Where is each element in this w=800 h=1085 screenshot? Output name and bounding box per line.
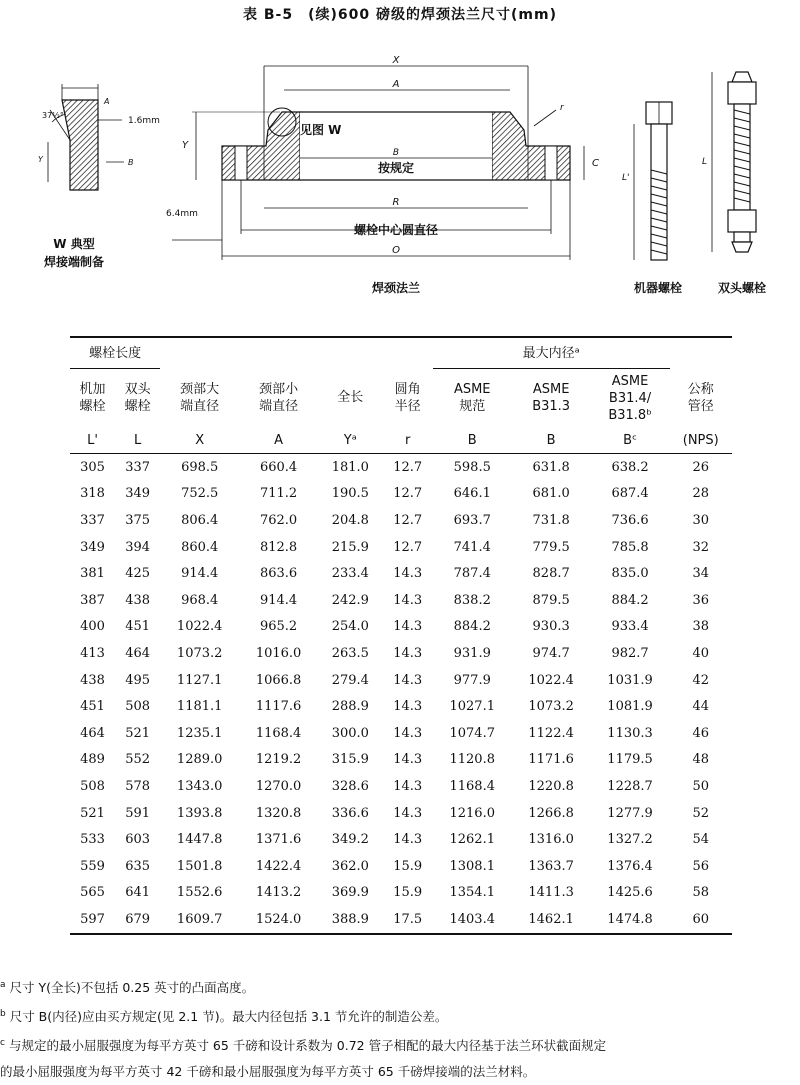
table-cell: 1266.8: [528, 805, 574, 821]
table-cell: 838.2: [453, 592, 491, 608]
table-cell: 14.3: [393, 566, 423, 582]
table-cell: 965.2: [259, 619, 298, 635]
table-row: [70, 773, 732, 800]
table-cell: 315.9: [331, 752, 369, 768]
column-header-line: 公称: [687, 381, 714, 397]
table-cell: 305: [80, 459, 105, 475]
table-cell: 1403.4: [433, 906, 512, 934]
table-cell: 974.7: [532, 645, 570, 661]
table-cell: 242.9: [331, 592, 369, 608]
table-cell: 15.9: [393, 858, 423, 874]
flange-section: [182, 55, 599, 295]
table-row: [70, 800, 732, 827]
table-cell: 32: [692, 539, 710, 555]
table-cell: 693.7: [453, 512, 491, 528]
table-cell: 1376.4: [607, 858, 653, 874]
column-header-4: [318, 369, 383, 428]
column-header-line: 颈部大: [180, 381, 220, 397]
column-header-3: [239, 369, 318, 428]
table-cell: 300.0: [331, 725, 369, 741]
table-cell: 1130.3: [607, 725, 653, 741]
table-cell: 736.6: [611, 512, 649, 528]
table-cell: 698.5: [181, 459, 219, 475]
table-cell: 26: [692, 459, 710, 475]
table-cell: 1027.1: [449, 699, 495, 715]
column-header-2: [160, 369, 239, 428]
table-cell: 54: [692, 832, 710, 848]
table-cell: 1609.7: [160, 906, 239, 934]
machine-bolt-caption: 机器螺栓: [633, 281, 683, 295]
table-cell: 425: [125, 566, 151, 582]
table-cell: 1022.4: [528, 672, 574, 688]
table-cell: 731.8: [532, 512, 570, 528]
table-cell: 1474.8: [591, 906, 670, 934]
column-header-line: 管径: [687, 398, 714, 414]
column-header-0: [70, 369, 115, 428]
table-cell: 1122.4: [528, 725, 574, 741]
table-cell: 711.2: [259, 486, 298, 502]
dim-a-label: A: [392, 79, 400, 90]
column-symbol-1: L: [115, 427, 160, 454]
column-symbol-3: A: [239, 427, 318, 454]
column-symbol-6: B: [433, 427, 512, 454]
table-cell: 1393.8: [176, 805, 223, 821]
table-cell: 17.5: [383, 906, 433, 934]
column-header-line: ASME: [453, 382, 491, 397]
table-cell: 60: [670, 906, 733, 934]
table-cell: 52: [692, 805, 710, 821]
group-header-bolt-length: 螺栓长度: [70, 337, 160, 369]
table-cell: 40: [692, 645, 710, 661]
table-cell: 204.8: [331, 512, 369, 528]
table-cell: 914.4: [181, 566, 219, 582]
table-cell: 635: [125, 858, 151, 874]
column-header-6: [433, 369, 512, 428]
column-name-row: [70, 369, 732, 428]
table-cell: 15.9: [393, 885, 423, 901]
table-cell: 752.5: [181, 486, 219, 502]
table-cell: 369.9: [331, 885, 369, 901]
table-cell: 438: [80, 672, 105, 688]
table-cell: 1354.1: [449, 885, 495, 901]
detail-label-a: A: [104, 97, 110, 106]
table-cell: 14.3: [393, 672, 423, 688]
table-cell: 14.3: [393, 752, 423, 768]
table-cell: 48: [692, 752, 710, 768]
table-cell: 489: [80, 752, 105, 768]
column-header-line: 全长: [337, 390, 364, 406]
table-cell: 388.9: [318, 906, 383, 934]
table-cell: 660.4: [259, 459, 298, 475]
table-cell: 779.5: [532, 539, 570, 555]
by-spec-label: 按规定: [377, 161, 415, 175]
dim-b-label: B: [392, 148, 400, 158]
dim-r-label: r: [560, 103, 564, 113]
table-cell: 565: [80, 885, 105, 901]
column-header-7: [512, 369, 591, 428]
column-header-line: ASME: [532, 382, 570, 397]
dim-y-label: Y: [182, 140, 189, 151]
table-cell: 14.3: [393, 699, 423, 715]
table-cell: 863.6: [259, 566, 298, 582]
column-symbol-0: L': [70, 427, 115, 454]
column-symbol-4: Yᵃ: [318, 427, 383, 454]
column-header-line: 端直径: [259, 398, 299, 414]
table-cell: 533: [80, 832, 105, 848]
table-cell: 254.0: [331, 619, 369, 635]
bolt-circle-label: 螺栓中心圆直径: [353, 223, 439, 237]
table-row: [70, 534, 732, 561]
table-cell: 1216.0: [449, 805, 495, 821]
column-header-line: 颈部小: [259, 381, 299, 397]
machine-bolt-l-prime: L': [622, 173, 630, 183]
table-cell: 559: [80, 858, 105, 874]
column-header-line: 机加: [79, 382, 106, 397]
table-cell: 631.8: [532, 459, 570, 475]
table-cell: 1363.7: [528, 858, 574, 874]
table-cell: 28: [692, 486, 710, 502]
table-cell: 641: [125, 885, 151, 901]
table-cell: 1074.7: [449, 725, 495, 741]
table-cell: 603: [125, 832, 151, 848]
table-cell: 860.4: [181, 539, 219, 555]
table-cell: 387: [80, 592, 105, 608]
table-cell: 464: [125, 645, 151, 661]
table-cell: 1179.5: [607, 752, 653, 768]
table-cell: 1308.1: [449, 858, 495, 874]
table-cell: 982.7: [611, 645, 649, 661]
table-cell: 1262.1: [449, 832, 495, 848]
machine-bolt: [622, 102, 682, 295]
table-cell: 521: [125, 725, 151, 741]
column-header-line: 半径: [394, 398, 421, 414]
table-cell: 879.5: [532, 592, 570, 608]
table-cell: 977.9: [453, 672, 491, 688]
column-header-line: 螺栓: [79, 399, 106, 414]
column-header-line: 双头: [124, 382, 151, 397]
table-cell: 337: [80, 512, 105, 528]
table-cell: 38: [692, 619, 710, 635]
table-cell: 1320.8: [255, 805, 302, 821]
column-header-line: 圆角: [394, 381, 421, 397]
table-cell: 508: [125, 699, 151, 715]
detail-dim-6-4: 6.4mm: [166, 209, 198, 219]
table-cell: 1168.4: [449, 778, 495, 794]
table-cell: 34: [692, 566, 710, 582]
stud-bolt-l: L: [702, 157, 708, 167]
table-cell: 394: [125, 539, 151, 555]
column-header-line: 螺栓: [124, 399, 151, 414]
column-symbol-9: (NPS): [670, 427, 733, 454]
see-w-label: 见图 W: [300, 123, 342, 137]
column-symbol-7: B: [512, 427, 591, 454]
table-row: [70, 906, 732, 934]
table-cell: 762.0: [259, 512, 298, 528]
table-cell: 1447.8: [176, 832, 223, 848]
table-cell: 362.0: [331, 858, 369, 874]
detail-dim-1-6: 1.6mm: [128, 116, 160, 126]
table-cell: 812.8: [259, 539, 298, 555]
stud-bolt: [702, 72, 766, 295]
table-cell: 451: [80, 699, 105, 715]
column-header-line: B31.4/: [608, 390, 652, 406]
table-cell: 349.2: [331, 832, 369, 848]
dim-c-label: C: [592, 158, 599, 169]
table-body: [70, 454, 732, 934]
table-cell: 931.9: [453, 645, 491, 661]
table-cell: 785.8: [611, 539, 649, 555]
dim-r-big-label: R: [392, 197, 400, 208]
table-cell: 578: [125, 778, 151, 794]
table-row: [70, 880, 732, 907]
footnote-text: 尺寸 B(内径)应由买方规定(见 2.1 节)。最大内径包括 3.1 节允许的制造公差。: [9, 1009, 448, 1025]
table-cell: 438: [125, 592, 151, 608]
column-header-1: [115, 369, 160, 428]
table-cell: 14.3: [393, 725, 423, 741]
table-cell: 1220.8: [528, 778, 574, 794]
column-symbol-8: Bᶜ: [591, 427, 670, 454]
table-cell: 1371.6: [255, 832, 302, 848]
table-cell: 1066.8: [255, 672, 302, 688]
table-cell: 597: [70, 906, 115, 934]
flange-dimension-table: [70, 336, 732, 935]
table-row: [70, 560, 732, 587]
footnote: [0, 1001, 800, 1030]
table-cell: 464: [80, 725, 105, 741]
footnote-text: 尺寸 Y(全长)不包括 0.25 英寸的凸面高度。: [9, 980, 255, 996]
table-cell: 930.3: [532, 619, 570, 635]
table-cell: 1343.0: [176, 778, 223, 794]
footnotes: [0, 972, 800, 1085]
table-cell: 1327.2: [607, 832, 653, 848]
table-cell: 884.2: [611, 592, 649, 608]
table-cell: 1235.1: [176, 725, 223, 741]
table-row: [70, 507, 732, 534]
table-row: [70, 454, 732, 481]
table-cell: 1022.4: [176, 619, 223, 635]
table-cell: 1524.0: [239, 906, 318, 934]
table-cell: 14.3: [393, 805, 423, 821]
table-cell: 1081.9: [607, 699, 653, 715]
table-cell: 44: [692, 699, 710, 715]
column-symbol-2: X: [160, 427, 239, 454]
table-cell: 233.4: [331, 566, 369, 582]
column-header-line: 规范: [459, 399, 486, 414]
footnote-mark: b: [0, 1009, 6, 1020]
table-cell: 14.3: [393, 778, 423, 794]
table-cell: 1425.6: [607, 885, 653, 901]
table-cell: 279.4: [331, 672, 369, 688]
column-header-8: [591, 369, 670, 428]
table-row: [70, 587, 732, 614]
table-cell: 933.4: [611, 619, 649, 635]
detail-caption-1: W 典型: [53, 237, 95, 251]
footnote: [0, 1059, 800, 1085]
table-row: [70, 640, 732, 667]
table-cell: 14.3: [393, 832, 423, 848]
table-cell: 1073.2: [528, 699, 574, 715]
table-cell: 884.2: [453, 619, 491, 635]
stud-bolt-caption: 双头螺栓: [717, 281, 767, 295]
table-cell: 400: [80, 619, 105, 635]
column-header-line: B31.8ᵇ: [608, 407, 652, 423]
flange-caption: 焊颈法兰: [371, 281, 421, 295]
table-cell: 263.5: [331, 645, 369, 661]
table-cell: 12.7: [393, 486, 423, 502]
footnote-mark: c: [0, 1038, 5, 1049]
table-cell: 336.6: [331, 805, 369, 821]
table-row: [70, 667, 732, 694]
group-header-max-bore: 最大内径ᵃ: [433, 337, 670, 369]
table-cell: 12.7: [393, 539, 423, 555]
table-cell: 14.3: [393, 592, 423, 608]
table-cell: 638.2: [611, 459, 649, 475]
table-cell: 1171.6: [528, 752, 574, 768]
table-cell: 42: [692, 672, 710, 688]
table-cell: 914.4: [259, 592, 298, 608]
detail-label-b: B: [128, 158, 134, 167]
table-cell: 646.1: [453, 486, 491, 502]
table-row: [70, 614, 732, 641]
table-cell: 787.4: [453, 566, 491, 582]
footnote-text: 与规定的最小屈服强度为每平方英寸 65 千磅和设计系数为 0.72 管子相配的最大内径基于法兰环状截面规定: [8, 1038, 607, 1054]
table-cell: 521: [80, 805, 105, 821]
dim-o-label: O: [392, 245, 400, 256]
table-cell: 30: [692, 512, 710, 528]
table-row: [70, 747, 732, 774]
table-cell: 1501.8: [176, 858, 223, 874]
table-cell: 835.0: [611, 566, 649, 582]
footnote-mark: a: [0, 980, 6, 990]
table-cell: 413: [80, 645, 105, 661]
angle-label: 37½°: [42, 111, 64, 120]
table-cell: 1270.0: [255, 778, 302, 794]
table-cell: 552: [125, 752, 151, 768]
table-cell: 1016.0: [255, 645, 302, 661]
detail-caption-2: 焊接端制备: [43, 255, 105, 269]
table-cell: 1462.1: [512, 906, 591, 934]
table-cell: 12.7: [393, 512, 423, 528]
table-cell: 1413.2: [255, 885, 302, 901]
table-row: [70, 853, 732, 880]
table-cell: 12.7: [393, 459, 423, 475]
table-cell: 1552.6: [176, 885, 223, 901]
table-cell: 1181.1: [176, 699, 223, 715]
dim-x-label: X: [392, 55, 400, 66]
table-cell: 375: [125, 512, 151, 528]
table-cell: 1219.2: [255, 752, 302, 768]
table-cell: 215.9: [331, 539, 369, 555]
table-cell: 1117.6: [255, 699, 302, 715]
table-cell: 14.3: [393, 645, 423, 661]
table-cell: 495: [125, 672, 151, 688]
flange-diagram: [0, 30, 800, 330]
table-cell: 1127.1: [176, 672, 223, 688]
column-header-5: [383, 369, 433, 428]
table-cell: 451: [125, 619, 151, 635]
table-row: [70, 826, 732, 853]
table-cell: 318: [80, 486, 105, 502]
column-header-line: B31.3: [532, 399, 571, 414]
column-header-line: 端直径: [180, 398, 220, 414]
table-cell: 349: [125, 486, 151, 502]
table-cell: 1228.7: [607, 778, 653, 794]
table-row: [70, 481, 732, 508]
table-cell: 508: [80, 778, 105, 794]
table-cell: 56: [692, 858, 710, 874]
table-cell: 806.4: [181, 512, 219, 528]
page-title: 表 B-5 (续)600 磅级的焊颈法兰尺寸(mm): [243, 7, 557, 23]
table-row: [70, 720, 732, 747]
footnote-text: 的最小屈服强度为每平方英寸 42 千磅和最小屈服强度为每平方英寸 65 千磅焊接端的法兰材料。: [0, 1064, 536, 1080]
table-cell: 1289.0: [176, 752, 223, 768]
table-cell: 190.5: [331, 486, 369, 502]
table-cell: 741.4: [453, 539, 491, 555]
table-cell: 1168.4: [255, 725, 302, 741]
table-cell: 328.6: [331, 778, 369, 794]
table-cell: 1316.0: [528, 832, 574, 848]
table-cell: 679: [115, 906, 160, 934]
detail-label-y: Y: [38, 155, 43, 164]
table-cell: 14.3: [393, 619, 423, 635]
table-cell: 58: [692, 885, 710, 901]
table-cell: 1031.9: [607, 672, 653, 688]
table-cell: 288.9: [331, 699, 369, 715]
column-header-line: ASME: [611, 373, 649, 389]
column-symbol-row: [70, 427, 732, 454]
table-cell: 349: [80, 539, 105, 555]
table-cell: 1277.9: [607, 805, 653, 821]
table-cell: 828.7: [532, 566, 570, 582]
table-cell: 46: [692, 725, 710, 741]
table-cell: 1411.3: [528, 885, 574, 901]
table-cell: 50: [692, 778, 710, 794]
table-cell: 687.4: [611, 486, 649, 502]
table-cell: 1073.2: [176, 645, 223, 661]
table-cell: 337: [125, 459, 151, 475]
table-cell: 1422.4: [255, 858, 302, 874]
column-header-9: [670, 369, 733, 428]
table-row: [70, 693, 732, 720]
table-cell: 36: [692, 592, 710, 608]
table-cell: 381: [80, 566, 105, 582]
table-cell: 1120.8: [449, 752, 495, 768]
column-symbol-5: r: [383, 427, 433, 454]
footnote: [0, 1030, 800, 1059]
table-cell: 598.5: [453, 459, 491, 475]
table-cell: 591: [125, 805, 151, 821]
table-cell: 681.0: [532, 486, 570, 502]
table-cell: 181.0: [331, 459, 369, 475]
table-cell: 968.4: [181, 592, 219, 608]
footnote: [0, 972, 800, 1001]
